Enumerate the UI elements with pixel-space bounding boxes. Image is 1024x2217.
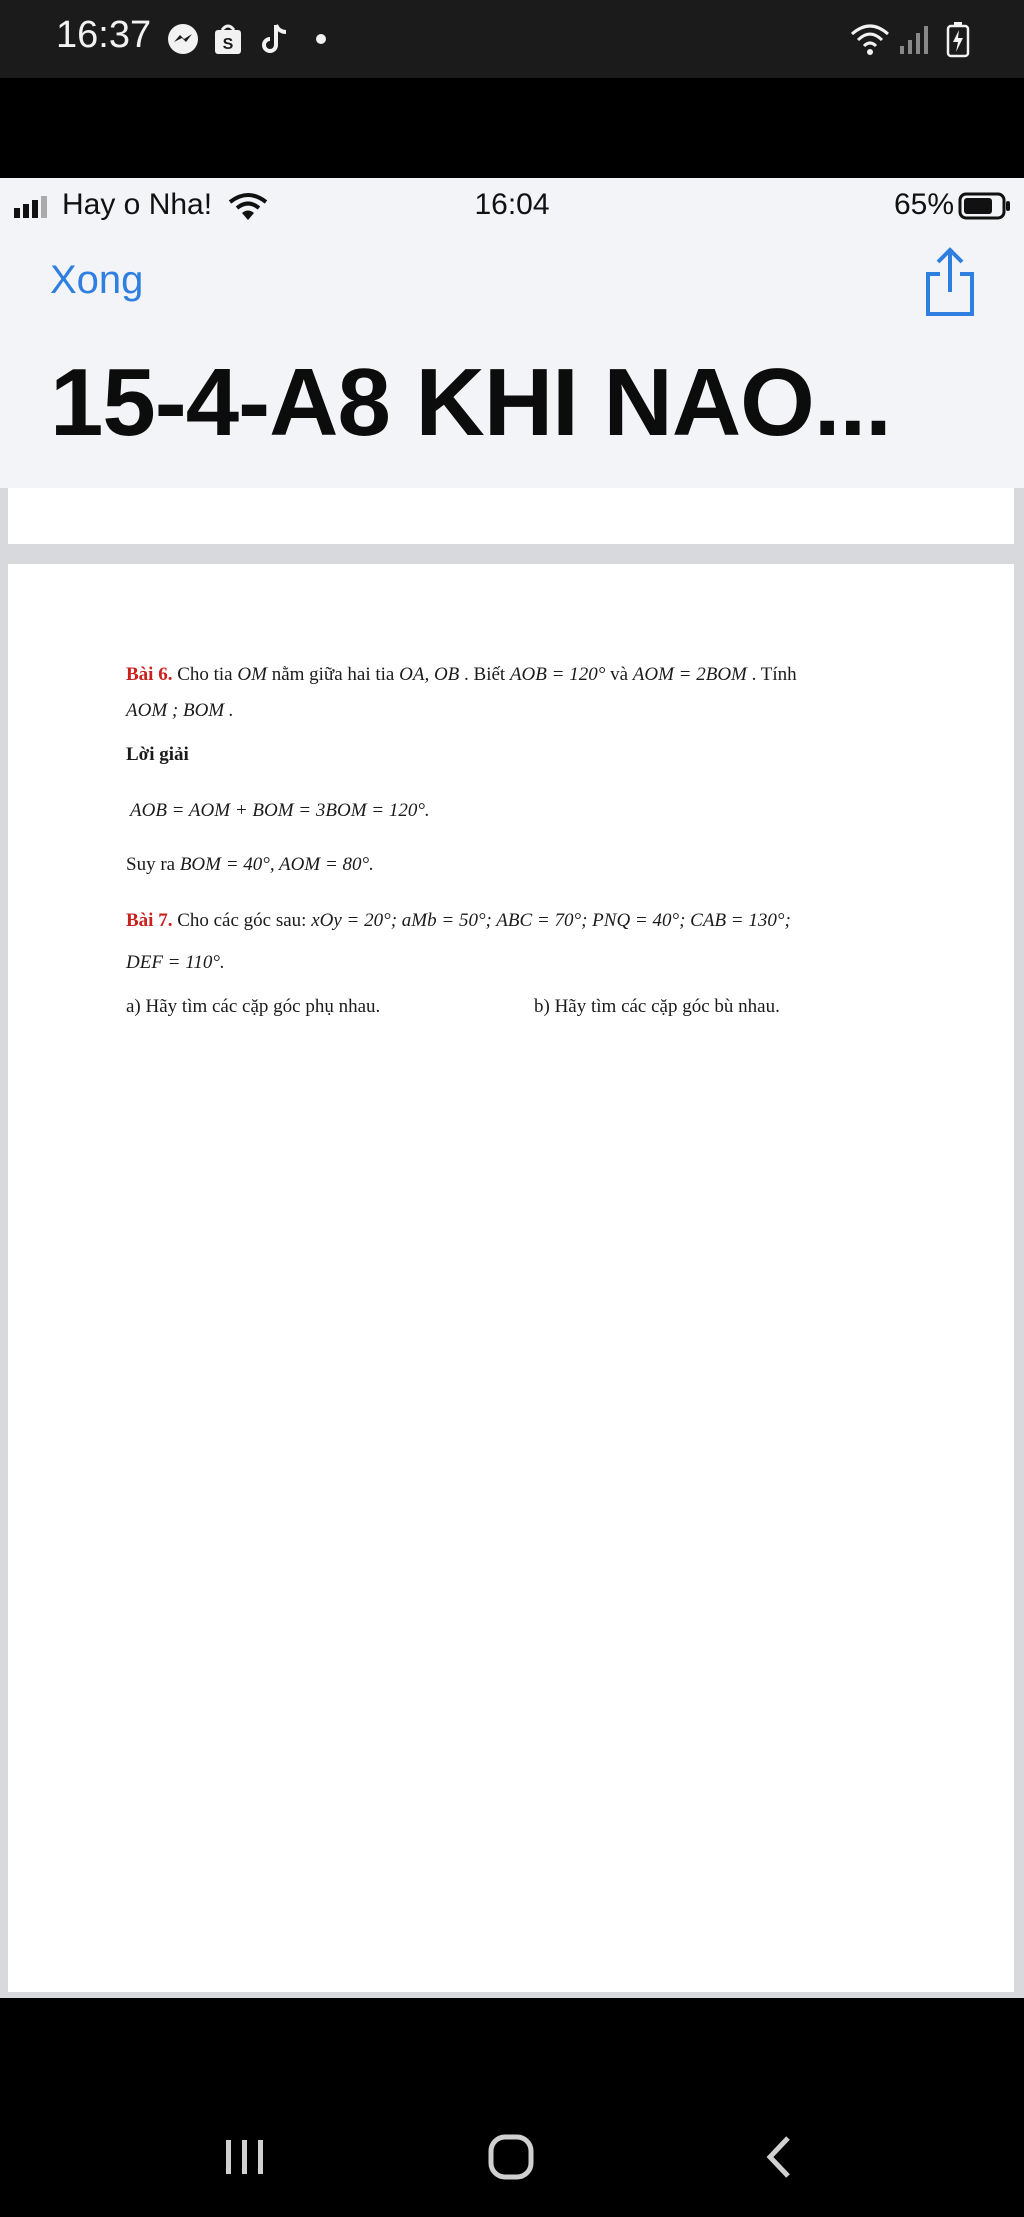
ios-battery-percent: 65% bbox=[893, 188, 954, 221]
done-button[interactable]: Xong bbox=[50, 258, 144, 302]
bai7-label: Bài 7. bbox=[126, 910, 173, 931]
signal-icon bbox=[898, 22, 932, 56]
document-viewport[interactable] bbox=[0, 488, 1024, 1998]
messenger-icon bbox=[166, 22, 200, 56]
bai6-line2: AOM ; BOM . bbox=[126, 700, 234, 721]
back-icon[interactable] bbox=[758, 2132, 798, 2182]
carrier-name: Hay o Nha! bbox=[62, 188, 213, 221]
equation-2: BOM = 40°, AOM = 80°. bbox=[179, 854, 374, 875]
bai6-line1: Bài 6. Cho tia OM nằm giữa hai tia OA, OB . Biết AOB = 120° và AOM = 2BOM . Tính bbox=[126, 664, 797, 685]
bai7-line2: DEF = 110°. bbox=[126, 952, 225, 973]
shopee-icon bbox=[212, 22, 244, 56]
equation-1: AOB = AOM + BOM = 3BOM = 120°. bbox=[130, 800, 430, 821]
ios-battery-icon bbox=[958, 192, 1012, 220]
ios-clock: 16:04 bbox=[474, 188, 550, 221]
document-page-previous bbox=[8, 488, 1014, 544]
battery-charging-icon bbox=[946, 22, 970, 58]
dot-icon bbox=[316, 34, 326, 44]
share-icon[interactable] bbox=[922, 246, 978, 318]
part-b: b) Hãy tìm các cặp góc bù nhau. bbox=[534, 996, 780, 1017]
document-page bbox=[8, 564, 1014, 1992]
document-title: 15-4-A8 KHI NAO... bbox=[50, 349, 891, 456]
conclusion-line: Suy ra BOM = 40°, AOM = 80°. bbox=[126, 854, 374, 875]
bai7-line1: Bài 7. Cho các góc sau: xOy = 20°; aMb = 50°; ABC = 70°; PNQ = 40°; CAB = 130°; bbox=[126, 910, 791, 931]
android-status-bar bbox=[0, 0, 1024, 78]
home-icon[interactable] bbox=[486, 2132, 536, 2182]
part-a: a) Hãy tìm các cặp góc phụ nhau. bbox=[126, 996, 381, 1017]
recent-apps-icon[interactable] bbox=[222, 2134, 268, 2180]
wifi-icon bbox=[848, 22, 896, 58]
solution-heading: Lời giải bbox=[126, 744, 189, 765]
bai6-label: Bài 6. bbox=[126, 664, 173, 685]
ios-viewer-header bbox=[0, 178, 1024, 488]
svg-text:S: S bbox=[222, 36, 234, 53]
android-clock: 16:37 bbox=[56, 14, 152, 56]
android-nav-bar bbox=[0, 1998, 1024, 2217]
tiktok-icon bbox=[260, 22, 290, 56]
